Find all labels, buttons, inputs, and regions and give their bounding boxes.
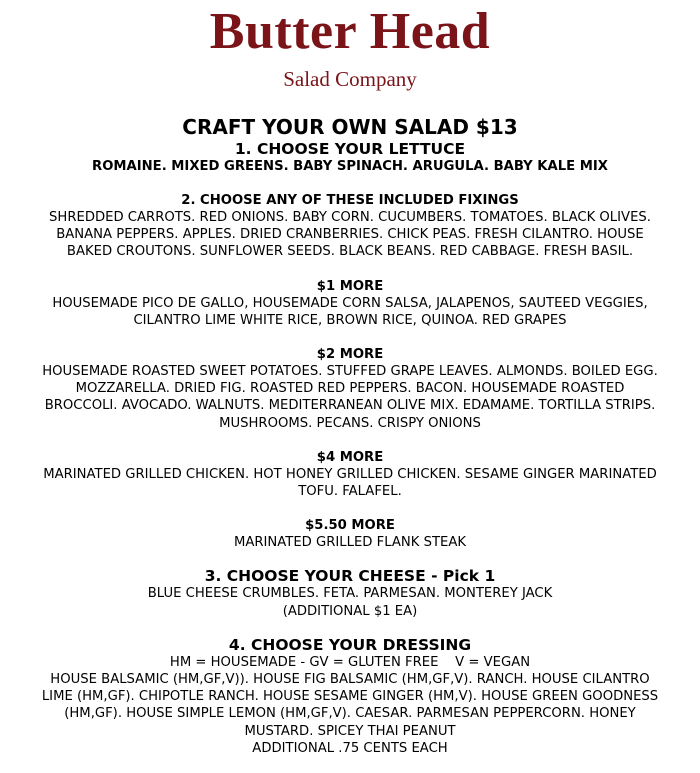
four-dollar-line: TOFU. FALAFEL. [298, 484, 402, 500]
one-dollar-line: CILANTRO LIME WHITE RICE, BROWN RICE, QUINOA. RED GRAPES [133, 312, 567, 328]
brand-tagline: Salad Company [283, 67, 417, 91]
four-dollar-line: MARINATED GRILLED CHICKEN. HOT HONEY GRILLED CHICKEN. SESAME GINGER MARINATED [43, 466, 657, 482]
fixings-line: SHREDDED CARROTS. RED ONIONS. BABY CORN. CUCUMBERS. TOMATOES. BLACK OLIVES. [49, 210, 651, 225]
section-fixings [0, 192, 700, 261]
lettuce-heading: 1. CHOOSE YOUR LETTUCE [234, 140, 466, 158]
menu-title: CRAFT YOUR OWN SALAD $13 [182, 115, 518, 139]
dressing-line: LIME (HM,GF). CHIPOTLE RANCH. HOUSE SESAME GINGER (HM,V). HOUSE GREEN GOODNESS [41, 689, 659, 705]
dressing-line: HOUSE BALSAMIC (HM,GF,V)). HOUSE FIG BALSAMIC (HM,GF,V). RANCH. HOUSE CILANTRO [50, 672, 650, 688]
section-lettuce [0, 140, 700, 175]
four-dollar-heading: $4 MORE [316, 449, 384, 465]
two-dollar-line: BROCCOLI. AVOCADO. WALNUTS. MEDITERRANEAN OLIVE MIX. EDAMAME. TORTILLA STRIPS. [44, 398, 656, 414]
section-dressing [0, 636, 700, 757]
dressing-heading: 4. CHOOSE YOUR DRESSING [228, 635, 472, 654]
cheese-heading: 3. CHOOSE YOUR CHEESE - Pick 1 [204, 567, 496, 586]
cheese-line: (ADDITIONAL $1 EA) [282, 603, 418, 619]
fixings-line: BAKED CROUTONS. SUNFLOWER SEEDS. BLACK BEANS. RED CABBAGE. FRESH BASIL. [66, 244, 634, 260]
two-dollar-line: MOZZARELLA. DRIED FIG. ROASTED RED PEPPERS. BACON. HOUSEMADE ROASTED [75, 381, 625, 397]
two-dollar-heading: $2 MORE [316, 347, 384, 363]
fixings-heading: 2. CHOOSE ANY OF THESE INCLUDED FIXINGS [181, 193, 519, 208]
section-five-fifty-more [0, 517, 700, 551]
cheese-line: BLUE CHEESE CRUMBLES. FETA. PARMESAN. MONTEREY JACK [147, 586, 553, 602]
dressing-line: MUSTARD. SPICEY THAI PEANUT [244, 723, 456, 739]
section-cheese [0, 567, 700, 619]
section-four-dollar-more [0, 449, 700, 500]
dressing-line: ADDITIONAL .75 CENTS EACH [252, 740, 448, 756]
section-one-dollar-more [0, 278, 700, 329]
one-dollar-line: HOUSEMADE PICO DE GALLO, HOUSEMADE CORN SALSA, JALAPENOS, SAUTEED VEGGIES, [52, 295, 648, 311]
dressing-legend: HM = HOUSEMADE - GV = GLUTEN FREE V = VEGAN [169, 654, 531, 670]
section-two-dollar-more [0, 346, 700, 432]
five-fifty-line: MARINATED GRILLED FLANK STEAK [233, 535, 467, 551]
two-dollar-line: MUSHROOMS. PECANS. CRISPY ONIONS [219, 415, 481, 431]
five-fifty-heading: $5.50 MORE [305, 518, 395, 534]
dressing-line: (HM,GF). HOUSE SIMPLE LEMON (HM,GF,V). CAESAR. PARMESAN PEPPERCORN. HONEY [64, 706, 636, 722]
one-dollar-heading: $1 MORE [316, 278, 384, 294]
fixings-line: BANANA PEPPERS. APPLES. DRIED CRANBERRIES. CHICK PEAS. FRESH CILANTRO. HOUSE [56, 227, 644, 243]
brand-name: Butter Head [209, 3, 491, 60]
lettuce-options: ROMAINE. MIXED GREENS. BABY SPINACH. ARUGULA. BABY KALE MIX [92, 159, 608, 174]
two-dollar-line: HOUSEMADE ROASTED SWEET POTATOES. STUFFED GRAPE LEAVES. ALMONDS. BOILED EGG. [42, 364, 658, 380]
